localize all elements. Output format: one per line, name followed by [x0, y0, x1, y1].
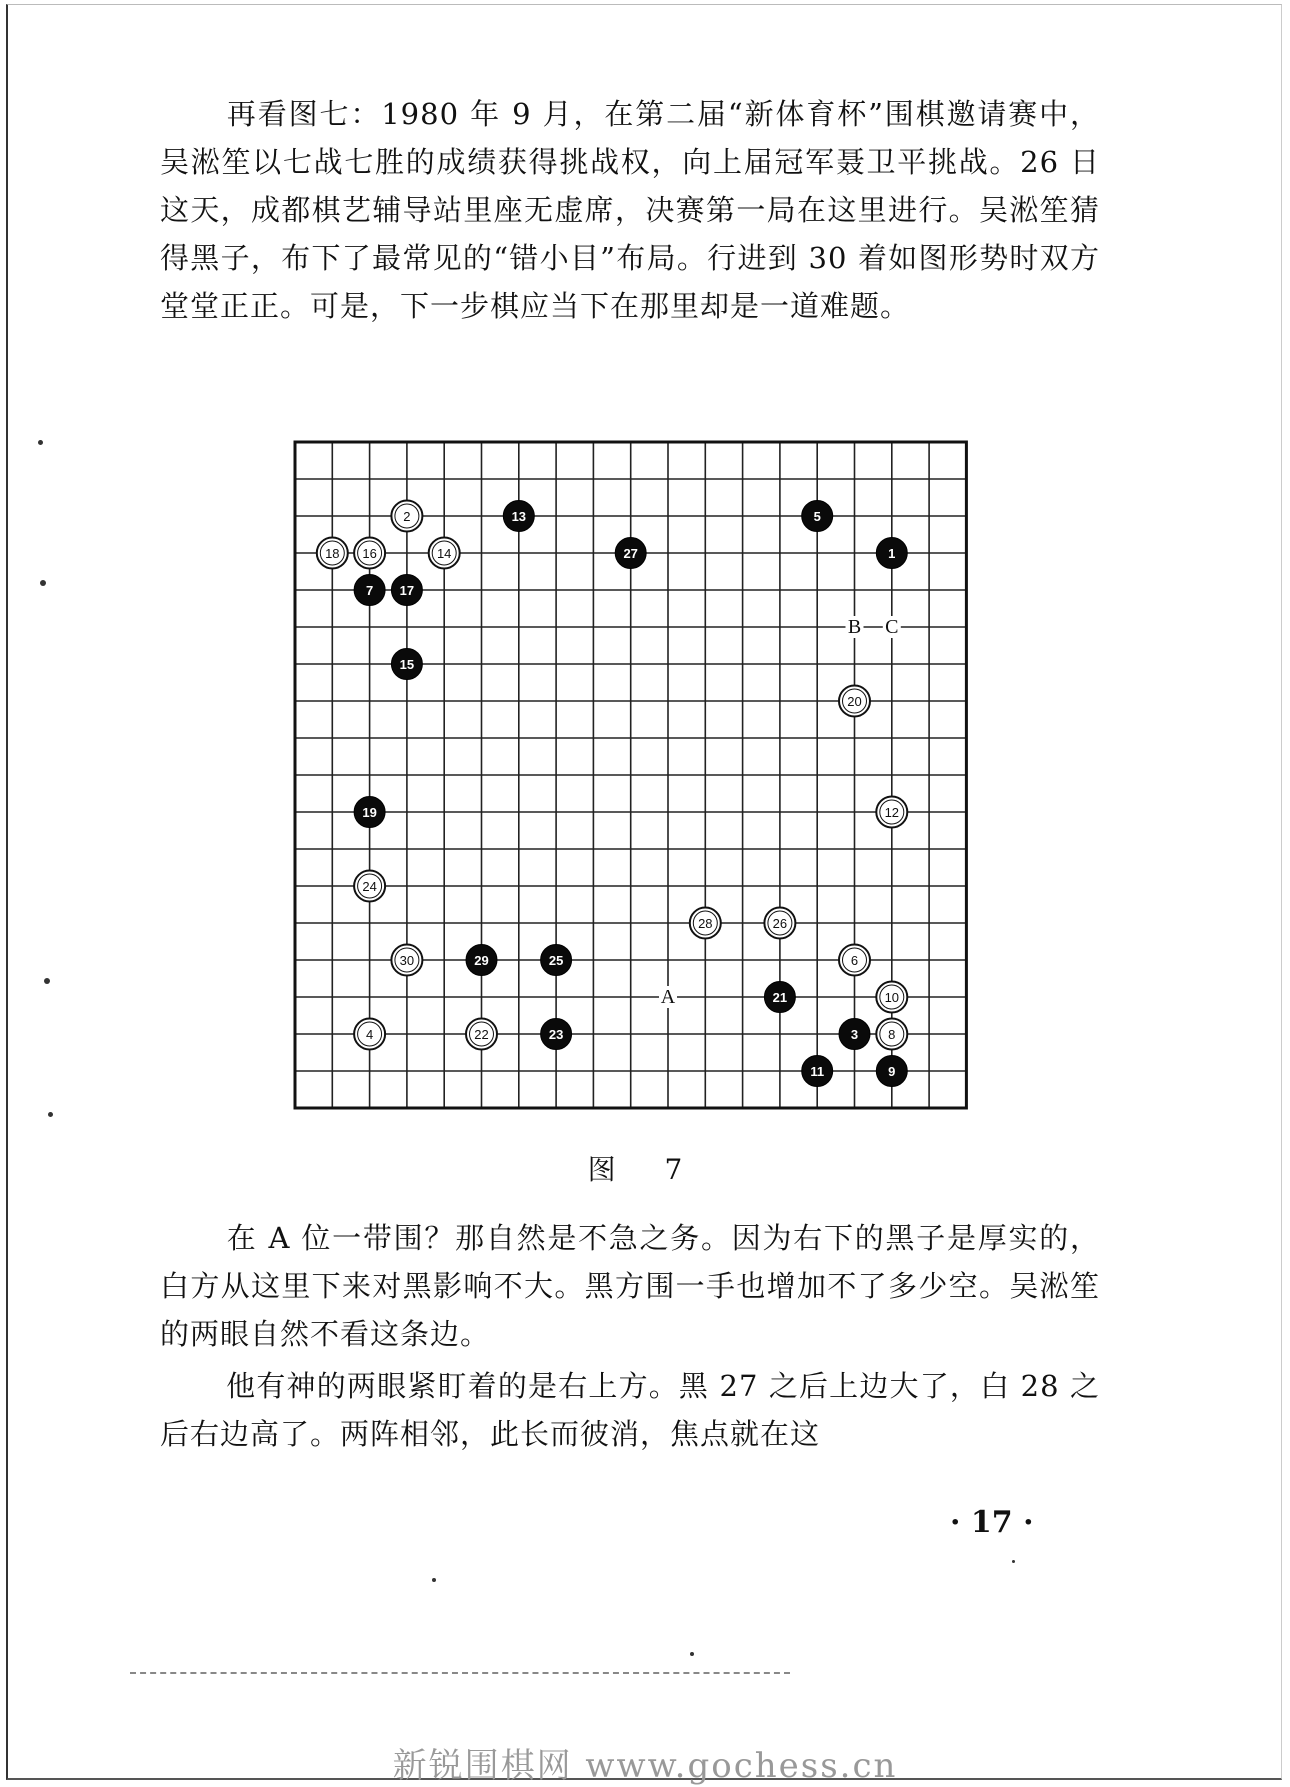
paragraph-2-text: 在 A 位一带围？那自然是不急之务。因为右下的黑子是厚实的，白方从这里下来对黑影响不大。黑方围一手也增加不了多少空。吴淞笙的两眼自然不看这条边。	[160, 1221, 1100, 1351]
black-stone-11	[802, 1056, 833, 1087]
stone-number: 26	[772, 916, 788, 931]
stone-number: 10	[884, 990, 900, 1005]
paragraph-2	[160, 1214, 1100, 1358]
speck	[48, 1112, 53, 1117]
black-stone-29	[466, 945, 497, 976]
stone-number: 20	[847, 694, 862, 709]
stone-number: 21	[772, 990, 788, 1005]
speck	[690, 1652, 694, 1656]
stone-number: 15	[399, 657, 415, 672]
white-stone-28	[690, 908, 721, 939]
white-stone-20	[839, 686, 870, 717]
watermark-footer: 新锐围棋网 www.gochess.cn	[392, 1746, 898, 1786]
stone-number: 6	[850, 953, 859, 968]
point-label-text: B	[847, 616, 862, 638]
white-stone-16	[354, 538, 385, 569]
black-stone-7	[354, 575, 385, 606]
stone-number: 14	[436, 546, 452, 561]
point-label-c	[883, 616, 901, 638]
stone-number: 3	[850, 1027, 859, 1042]
stone-number: 5	[813, 509, 821, 524]
point-label-text: C	[885, 616, 899, 638]
white-stone-24	[354, 871, 385, 902]
black-stone-21	[764, 982, 795, 1013]
stone-number: 8	[888, 1027, 896, 1042]
paragraph-3	[160, 1362, 1100, 1458]
speck	[38, 440, 43, 445]
black-stone-15	[391, 649, 422, 680]
paragraph-3-text: 他有神的两眼紧盯着的是右上方。黑 27 之后上边大了，白 28 之后右边高了。两阵相邻，此长而彼消，焦点就在这	[160, 1369, 1100, 1451]
white-stone-12	[876, 797, 907, 828]
white-stone-8	[876, 1019, 907, 1050]
stone-number: 23	[548, 1027, 564, 1042]
stone-number: 16	[362, 546, 377, 561]
stone-number: 22	[474, 1027, 489, 1042]
stone-number: 1	[888, 546, 896, 561]
black-stone-9	[876, 1056, 907, 1087]
stone-number: 7	[365, 583, 374, 598]
black-stone-19	[354, 797, 385, 828]
black-stone-23	[541, 1019, 572, 1050]
point-label-text: A	[660, 986, 676, 1008]
black-stone-13	[503, 501, 534, 532]
point-label-a	[659, 986, 677, 1008]
stone-number: 29	[474, 953, 489, 968]
black-stone-27	[615, 538, 646, 569]
white-stone-30	[391, 945, 422, 976]
black-stone-25	[541, 945, 572, 976]
stone-number: 18	[325, 546, 340, 561]
speck	[1012, 1560, 1015, 1563]
black-stone-3	[839, 1019, 870, 1050]
scan-artifact-line	[130, 1672, 790, 1674]
white-stone-2	[391, 501, 422, 532]
stone-number: 9	[888, 1064, 896, 1079]
white-stone-22	[466, 1019, 497, 1050]
stone-number: 17	[399, 583, 415, 598]
speck	[44, 978, 50, 984]
stone-number: 4	[365, 1027, 374, 1042]
stone-number: 11	[810, 1064, 825, 1079]
stone-number: 30	[399, 953, 415, 968]
speck	[40, 580, 46, 586]
white-stone-4	[354, 1019, 385, 1050]
white-stone-26	[764, 908, 795, 939]
stone-number: 27	[623, 546, 638, 561]
point-label-b	[846, 616, 864, 638]
speck	[432, 1578, 436, 1582]
black-stone-1	[876, 538, 907, 569]
board-stones	[317, 501, 908, 1087]
stone-number: 13	[511, 509, 527, 524]
stone-number: 24	[362, 879, 377, 894]
stone-number: 28	[698, 916, 713, 931]
go-board-diagram	[290, 437, 982, 1121]
white-stone-14	[429, 538, 460, 569]
black-stone-5	[802, 501, 833, 532]
stone-number: 2	[403, 509, 411, 524]
paragraph-1-text: 再看图七：1980 年 9 月，在第二届“新体育杯”围棋邀请赛中，吴淞笙以七战七胜的成绩获得挑战权，向上届冠军聂卫平挑战。26 日这天，成都棋艺辅导站里座无虚席，决赛第一局在这里进行。吴淞笙猜得黑子，布下了最常见的“错小目”布局。行进到 30 着如图形势时双方堂堂正正。可是，下一步棋应当下在那里却是一道难题。	[160, 97, 1100, 323]
white-stone-6	[839, 945, 870, 976]
paragraph-1	[160, 90, 1100, 330]
stone-number: 12	[884, 805, 900, 820]
black-stone-17	[391, 575, 422, 606]
white-stone-10	[876, 982, 907, 1013]
white-stone-18	[317, 538, 348, 569]
stone-number: 19	[362, 805, 377, 820]
page-number: · 17 ·	[950, 1505, 1034, 1540]
stone-number: 25	[548, 953, 564, 968]
figure-caption: 图 7	[587, 1153, 703, 1186]
